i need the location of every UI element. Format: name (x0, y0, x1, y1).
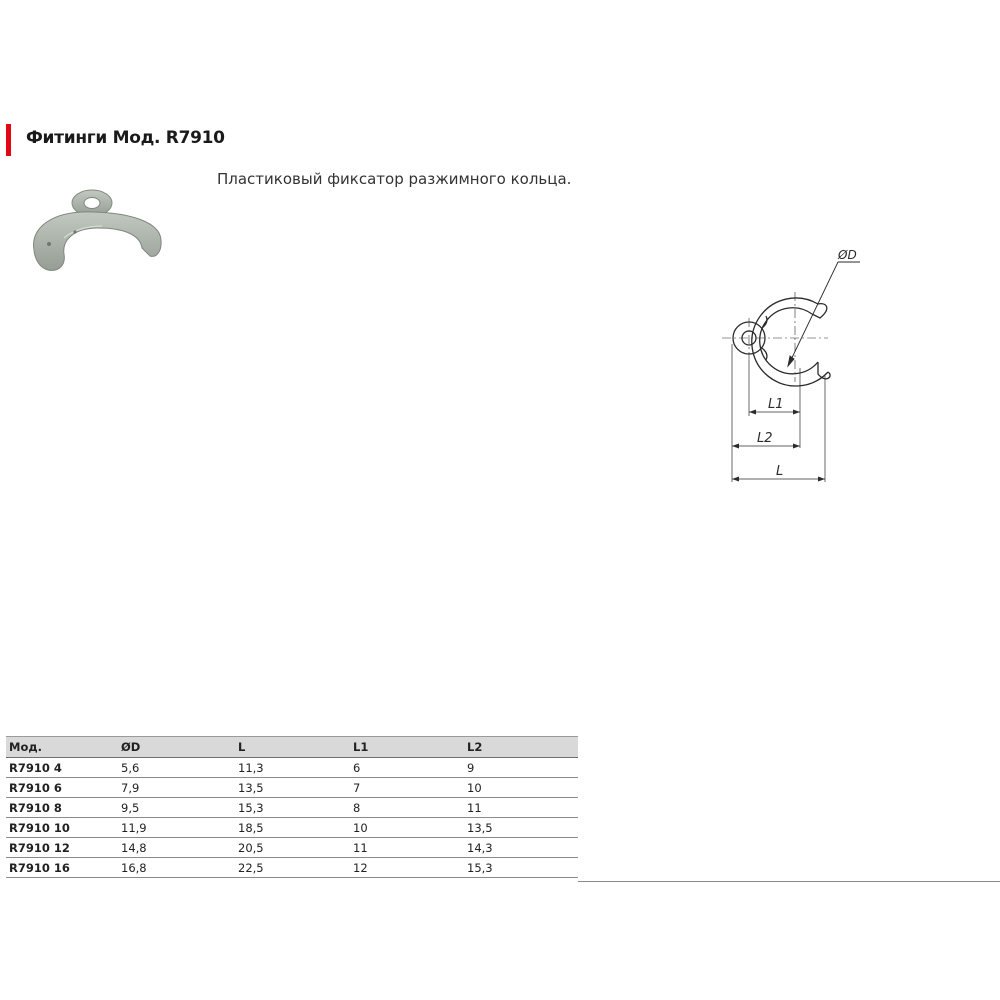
cell-l1: 6 (350, 758, 464, 778)
cell-l1: 8 (350, 798, 464, 818)
cell-l: 18,5 (235, 818, 350, 838)
product-description: Пластиковый фиксатор разжимного кольца. (217, 170, 572, 188)
cell-diameter: 14,8 (118, 838, 235, 858)
table-header-row (6, 737, 578, 758)
table-row (6, 778, 578, 798)
cell-l2: 11 (464, 798, 578, 818)
table-row (6, 798, 578, 818)
cell-l2: 15,3 (464, 858, 578, 878)
cell-diameter: 7,9 (118, 778, 235, 798)
cell-model: R7910 4 (6, 758, 118, 778)
cell-l2: 13,5 (464, 818, 578, 838)
cell-l: 15,3 (235, 798, 350, 818)
cell-l2: 10 (464, 778, 578, 798)
cell-l: 20,5 (235, 838, 350, 858)
cell-diameter: 11,9 (118, 818, 235, 838)
cell-diameter: 5,6 (118, 758, 235, 778)
cell-model: R7910 16 (6, 858, 118, 878)
cell-l: 11,3 (235, 758, 350, 778)
cell-l: 22,5 (235, 858, 350, 878)
cell-l1: 12 (350, 858, 464, 878)
dimension-drawing (710, 232, 870, 492)
l2-label: L2 (757, 431, 773, 446)
plastic-retaining-ring-photo (22, 176, 172, 271)
cell-model: R7910 6 (6, 778, 118, 798)
column-header-l1: L1 (350, 737, 464, 758)
l-label: L (776, 464, 784, 479)
cell-l1: 10 (350, 818, 464, 838)
table-row (6, 838, 578, 858)
cell-diameter: 16,8 (118, 858, 235, 878)
cell-l1: 7 (350, 778, 464, 798)
table-row (6, 858, 578, 878)
cell-l: 13,5 (235, 778, 350, 798)
cell-model: R7910 12 (6, 838, 118, 858)
l1-label: L1 (768, 397, 784, 412)
spec-table (6, 736, 578, 878)
column-header-l: L (235, 737, 350, 758)
cell-model: R7910 8 (6, 798, 118, 818)
cell-diameter: 9,5 (118, 798, 235, 818)
title-accent-bar (6, 124, 11, 156)
cell-model: R7910 10 (6, 818, 118, 838)
table-row (6, 818, 578, 838)
cell-l2: 9 (464, 758, 578, 778)
cell-l1: 11 (350, 838, 464, 858)
column-header-l2: L2 (464, 737, 578, 758)
cell-l2: 14,3 (464, 838, 578, 858)
page-title: Фитинги Мод. R7910 (26, 128, 225, 148)
column-header-model: Мод. (6, 737, 118, 758)
table-row (6, 758, 578, 778)
column-header-diameter: ØD (118, 737, 235, 758)
table-bottom-rule (578, 881, 1000, 882)
diameter-label: ØD (838, 248, 857, 262)
